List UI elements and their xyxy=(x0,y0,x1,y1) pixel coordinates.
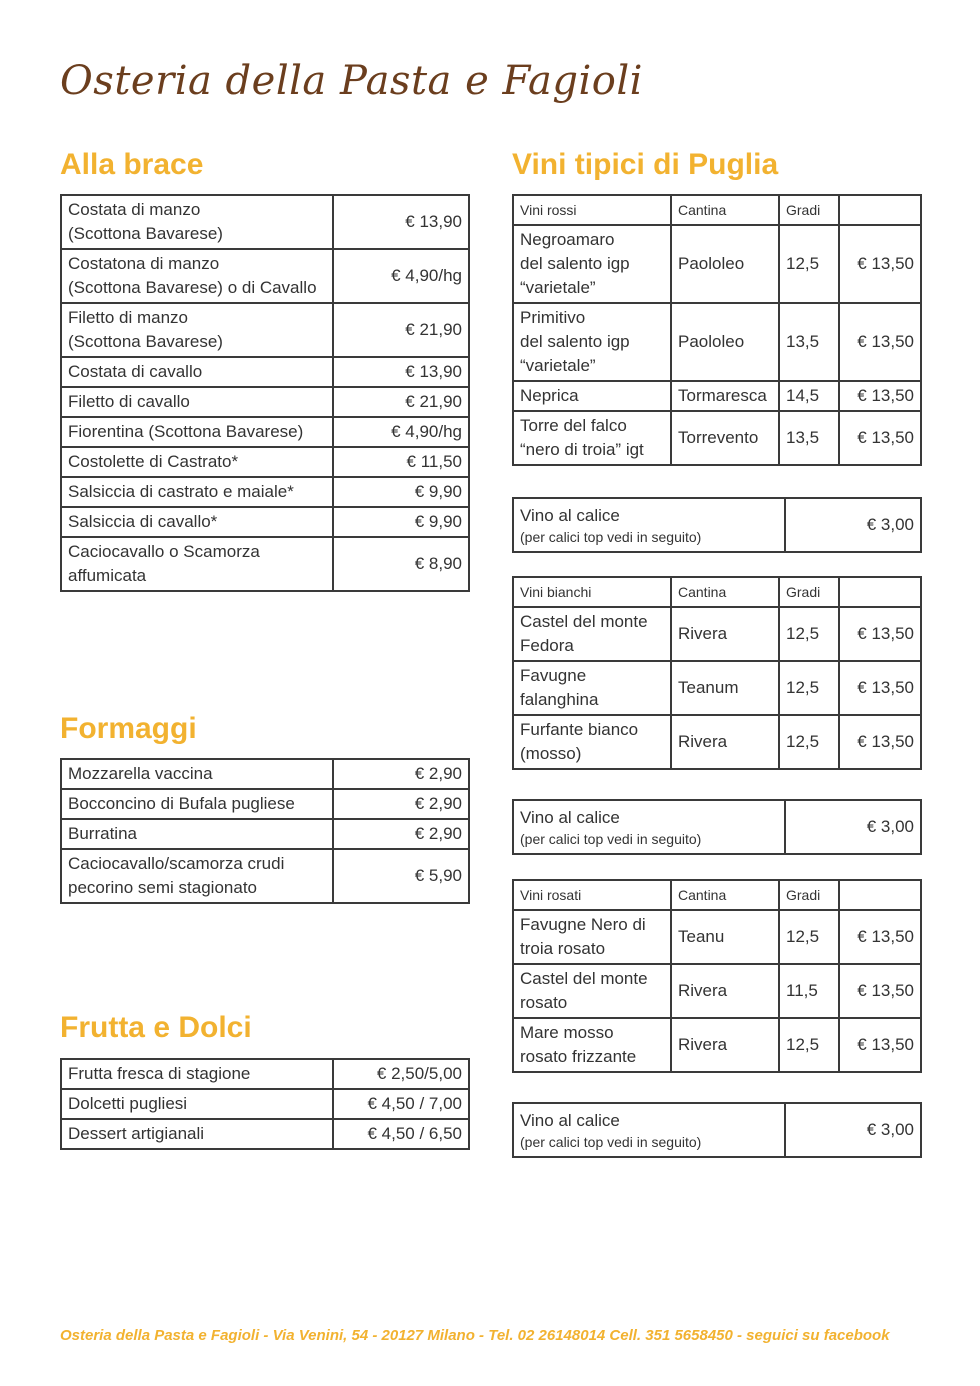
wine-price: € 13,50 xyxy=(839,381,921,411)
wine-price: € 13,50 xyxy=(839,411,921,465)
item-price: € 9,90 xyxy=(333,507,469,537)
item-price: € 2,50/5,00 xyxy=(333,1059,469,1089)
calice-note: (per calici top vedi in seguito) xyxy=(520,529,702,545)
section-title-frutta-dolci: Frutta e Dolci xyxy=(60,1011,252,1044)
wine-gradi: 12,5 xyxy=(779,225,839,303)
wine-row xyxy=(513,225,921,303)
wine-gradi: 12,5 xyxy=(779,661,839,715)
calice-row xyxy=(513,800,921,854)
calice-row xyxy=(513,498,921,552)
wine-cantina: Rivera xyxy=(671,964,779,1018)
wine-cantina: Teanu xyxy=(671,910,779,964)
calice-name: Vino al calice xyxy=(520,1111,620,1130)
menu-row xyxy=(61,507,469,537)
menu-row xyxy=(61,303,469,357)
wine-gradi: 12,5 xyxy=(779,1018,839,1072)
wine-cantina: Rivera xyxy=(671,607,779,661)
item-name: Caciocavallo o Scamorza affumicata xyxy=(61,537,333,591)
header-cantina: Cantina xyxy=(671,880,779,910)
calice-table-2 xyxy=(512,799,922,855)
section-title-formaggi: Formaggi xyxy=(60,712,197,745)
wine-name: Furfante bianco (mosso) xyxy=(513,715,671,769)
item-price: € 8,90 xyxy=(333,537,469,591)
section-title-vini: Vini tipici di Puglia xyxy=(512,148,779,181)
wine-gradi: 12,5 xyxy=(779,715,839,769)
menu-row xyxy=(61,759,469,789)
wine-cantina: Teanum xyxy=(671,661,779,715)
item-name: Dolcetti pugliesi xyxy=(61,1089,333,1119)
menu-row xyxy=(61,195,469,249)
wine-price: € 13,50 xyxy=(839,225,921,303)
item-name: Costatona di manzo (Scottona Bavarese) o di Cavallo xyxy=(61,249,333,303)
menu-row xyxy=(61,789,469,819)
wine-row xyxy=(513,661,921,715)
header-cantina: Cantina xyxy=(671,195,779,225)
item-price: € 2,90 xyxy=(333,759,469,789)
item-price: € 4,90/hg xyxy=(333,417,469,447)
menu-row xyxy=(61,819,469,849)
wine-row xyxy=(513,715,921,769)
item-price: € 2,90 xyxy=(333,789,469,819)
calice-note: (per calici top vedi in seguito) xyxy=(520,831,702,847)
wine-name: Neprica xyxy=(513,381,671,411)
calice-price: € 3,00 xyxy=(785,498,921,552)
menu-row xyxy=(61,357,469,387)
wine-gradi: 12,5 xyxy=(779,910,839,964)
frutta-dolci-table xyxy=(60,1058,470,1150)
wine-price: € 13,50 xyxy=(839,715,921,769)
wine-row xyxy=(513,607,921,661)
menu-row xyxy=(61,1119,469,1149)
wine-gradi: 14,5 xyxy=(779,381,839,411)
menu-row xyxy=(61,477,469,507)
item-name: Fiorentina (Scottona Bavarese) xyxy=(61,417,333,447)
wine-price: € 13,50 xyxy=(839,661,921,715)
item-price: € 4,50 / 6,50 xyxy=(333,1119,469,1149)
wine-name: Mare mosso rosato frizzante xyxy=(513,1018,671,1072)
item-price: € 11,50 xyxy=(333,447,469,477)
header-gradi: Gradi xyxy=(779,577,839,607)
header-type: Vini rosati xyxy=(513,880,671,910)
header-price xyxy=(839,577,921,607)
wine-cantina: Torrevento xyxy=(671,411,779,465)
item-name: Frutta fresca di stagione xyxy=(61,1059,333,1089)
item-name: Costata di cavallo xyxy=(61,357,333,387)
calice-cell xyxy=(513,1103,785,1157)
item-name: Filetto di manzo (Scottona Bavarese) xyxy=(61,303,333,357)
wine-cantina: Paololeo xyxy=(671,225,779,303)
calice-table-1 xyxy=(512,497,922,553)
wine-price: € 13,50 xyxy=(839,1018,921,1072)
item-price: € 9,90 xyxy=(333,477,469,507)
wine-name: Castel del monte Fedora xyxy=(513,607,671,661)
header-price xyxy=(839,195,921,225)
item-name: Costata di manzo (Scottona Bavarese) xyxy=(61,195,333,249)
header-price xyxy=(839,880,921,910)
wine-name: Primitivo del salento igp “varietale” xyxy=(513,303,671,381)
footer-contact: Osteria della Pasta e Fagioli - Via Venini, 54 - 20127 Milano - Tel. 02 26148014 Cell. 351 5658450 - seguici su facebook xyxy=(60,1327,890,1344)
item-price: € 4,90/hg xyxy=(333,249,469,303)
wine-row xyxy=(513,381,921,411)
calice-cell xyxy=(513,498,785,552)
wine-price: € 13,50 xyxy=(839,303,921,381)
wine-header-row xyxy=(513,880,921,910)
item-price: € 13,90 xyxy=(333,357,469,387)
wine-price: € 13,50 xyxy=(839,964,921,1018)
calice-name: Vino al calice xyxy=(520,808,620,827)
wine-header-row xyxy=(513,195,921,225)
wine-price: € 13,50 xyxy=(839,910,921,964)
wine-name: Favugne Nero di troia rosato xyxy=(513,910,671,964)
calice-cell xyxy=(513,800,785,854)
item-price: € 13,90 xyxy=(333,195,469,249)
calice-table-3 xyxy=(512,1102,922,1158)
wine-name: Torre del falco “nero di troia” igt xyxy=(513,411,671,465)
header-type: Vini rossi xyxy=(513,195,671,225)
alla-brace-table xyxy=(60,194,470,592)
calice-note: (per calici top vedi in seguito) xyxy=(520,1134,702,1150)
item-name: Filetto di cavallo xyxy=(61,387,333,417)
wine-gradi: 13,5 xyxy=(779,411,839,465)
item-name: Dessert artigianali xyxy=(61,1119,333,1149)
vini-bianchi-table xyxy=(512,576,922,770)
calice-name: Vino al calice xyxy=(520,506,620,525)
restaurant-name: Osteria della Pasta e Fagioli xyxy=(60,58,643,104)
item-name: Salsiccia di cavallo* xyxy=(61,507,333,537)
wine-name: Castel del monte rosato xyxy=(513,964,671,1018)
menu-row xyxy=(61,1059,469,1089)
wine-row xyxy=(513,1018,921,1072)
wine-header-row xyxy=(513,577,921,607)
wine-cantina: Rivera xyxy=(671,715,779,769)
menu-row xyxy=(61,537,469,591)
section-title-alla-brace: Alla brace xyxy=(60,148,204,181)
wine-gradi: 11,5 xyxy=(779,964,839,1018)
item-name: Caciocavallo/scamorza crudi pecorino semi stagionato xyxy=(61,849,333,903)
header-cantina: Cantina xyxy=(671,577,779,607)
header-gradi: Gradi xyxy=(779,195,839,225)
menu-row xyxy=(61,1089,469,1119)
wine-name: Favugne falanghina xyxy=(513,661,671,715)
calice-price: € 3,00 xyxy=(785,1103,921,1157)
menu-row xyxy=(61,249,469,303)
item-name: Costolette di Castrato* xyxy=(61,447,333,477)
header-gradi: Gradi xyxy=(779,880,839,910)
wine-gradi: 13,5 xyxy=(779,303,839,381)
item-price: € 21,90 xyxy=(333,387,469,417)
calice-price: € 3,00 xyxy=(785,800,921,854)
menu-row xyxy=(61,417,469,447)
item-name: Mozzarella vaccina xyxy=(61,759,333,789)
item-price: € 5,90 xyxy=(333,849,469,903)
menu-row xyxy=(61,387,469,417)
item-name: Burratina xyxy=(61,819,333,849)
wine-name: Negroamaro del salento igp “varietale” xyxy=(513,225,671,303)
vini-rosati-table xyxy=(512,879,922,1073)
wine-price: € 13,50 xyxy=(839,607,921,661)
header-type: Vini bianchi xyxy=(513,577,671,607)
formaggi-table xyxy=(60,758,470,904)
wine-gradi: 12,5 xyxy=(779,607,839,661)
item-name: Salsiccia di castrato e maiale* xyxy=(61,477,333,507)
vini-rossi-table xyxy=(512,194,922,466)
wine-row xyxy=(513,303,921,381)
item-price: € 21,90 xyxy=(333,303,469,357)
item-price: € 4,50 / 7,00 xyxy=(333,1089,469,1119)
calice-row xyxy=(513,1103,921,1157)
item-price: € 2,90 xyxy=(333,819,469,849)
item-name: Bocconcino di Bufala pugliese xyxy=(61,789,333,819)
wine-cantina: Tormaresca xyxy=(671,381,779,411)
wine-row xyxy=(513,411,921,465)
wine-row xyxy=(513,910,921,964)
menu-row xyxy=(61,849,469,903)
menu-row xyxy=(61,447,469,477)
wine-cantina: Paololeo xyxy=(671,303,779,381)
wine-row xyxy=(513,964,921,1018)
wine-cantina: Rivera xyxy=(671,1018,779,1072)
